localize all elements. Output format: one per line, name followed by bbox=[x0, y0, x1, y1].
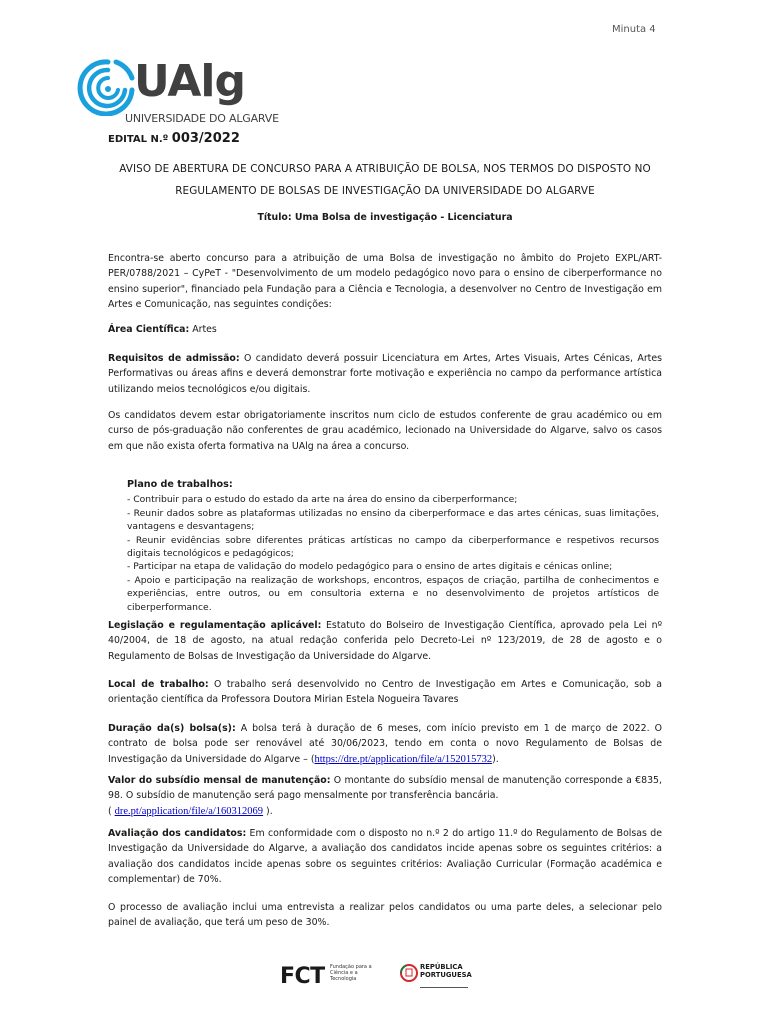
evaluation-paragraph bbox=[108, 826, 662, 887]
edital-label: EDITAL N.º bbox=[108, 134, 169, 145]
allowance-label: Valor do subsídio mensal de manutenção: bbox=[108, 775, 331, 786]
ualg-logo bbox=[76, 56, 306, 130]
logo-wordmark: UAlg bbox=[134, 56, 246, 107]
workplace-label: Local de trabalho: bbox=[108, 679, 209, 690]
republic-line-1: REPÚBLICA bbox=[420, 963, 463, 971]
scientific-area-value: Artes bbox=[189, 324, 217, 335]
work-plan-item: - Participar na etapa de validação do modelo pedagógico para o ensino de artes digitais e cénicas online; bbox=[127, 561, 613, 573]
work-plan-item: - Apoio e participação na realização de workshops, encontros, espaços de criação, partilha de conhecimentos e experiências, entre outros, ou em consultoria externa e no desenvolvimento de projetos artísticos de ciberperformance. bbox=[127, 574, 659, 613]
requirements-label: Requisitos de admissão: bbox=[108, 353, 240, 364]
duration-label: Duração da(s) bolsa(s): bbox=[108, 723, 236, 734]
allowance-pre: ( bbox=[108, 805, 115, 817]
republic-line-2: PORTUGUESA bbox=[420, 970, 472, 979]
duration-paragraph bbox=[108, 721, 662, 767]
duration-tail: ). bbox=[492, 753, 499, 765]
draft-label: Minuta 4 bbox=[612, 24, 656, 35]
work-plan-label: Plano de trabalhos: bbox=[127, 479, 233, 490]
work-plan-item: - Reunir dados sobre as plataformas utilizadas no ensino da ciberperformace e das artes cénicas, suas limitações, vantagens e desvantagens; bbox=[127, 507, 659, 533]
edital-value: 003/2022 bbox=[171, 131, 240, 146]
allowance-link[interactable]: dre.pt/application/file/a/160312069 bbox=[114, 805, 264, 817]
grant-title: Título: Uma Bolsa de investigação - Licenciatura bbox=[257, 212, 513, 223]
work-plan-item: - Reunir evidências sobre diferentes práticas artísticas no campo da ciberperformance e respetivos recursos digitais tecnológicos e pedagógicos; bbox=[127, 534, 659, 560]
fct-subtitle: Fundação para a Ciência e a Tecnologia bbox=[330, 964, 372, 982]
ualg-swirl-icon bbox=[76, 56, 136, 116]
duration-link[interactable]: https://dre.pt/application/file/a/152015732 bbox=[314, 753, 493, 765]
scientific-area-label: Área Científica: bbox=[108, 324, 190, 335]
intro-paragraph: Encontra-se aberto concurso para a atribuição de uma Bolsa de investigação no âmbito do Projeto EXPL/ART-PER/0788/2021 – CyPeT - "Desenvolvimento de um modelo pedagógico novo para o ensino de ciberperformance no ensino superior", financiado pela Fundação para a Ciência e Tecnologia, a desenvolver no Centro de Investigação em Artes e Comunicação, nas seguintes condições: bbox=[108, 253, 662, 310]
admission-requirements bbox=[108, 351, 662, 397]
notice-heading bbox=[108, 158, 662, 202]
evaluation-label: Avaliação dos candidatos: bbox=[108, 828, 247, 839]
edital-number bbox=[108, 131, 240, 146]
legislation-value: Estatuto do Bolseiro de Investigação Científica, aprovado pela Lei nº 40/2004, de 18 de agosto, na atual redação conferida pelo Decreto-Lei nº 123/2019, de 28 de agosto e o Regulamento de Bolsas de Investigação da Universidade do Algarve. bbox=[108, 620, 662, 662]
requirements-value: O candidato deverá possuir Licenciatura em Artes, Artes Visuais, Artes Cénicas, Artes Performativas ou áreas afins e deverá demonstrar forte motivação e experiência no campo da performance artística utilizando meios tecnológicos e/ou digitais. bbox=[108, 353, 662, 395]
scientific-area bbox=[108, 322, 662, 337]
legislation-label: Legislação e regulamentação aplicável: bbox=[108, 620, 322, 631]
workplace-value: O trabalho será desenvolvido no Centro de Investigação em Artes e Comunicação, sob a orientação científica da Professora Doutora Mirian Estela Nogueira Tavares bbox=[108, 679, 663, 706]
republic-emblem-icon bbox=[400, 962, 418, 984]
candidates-paragraph: Os candidatos devem estar obrigatoriamente inscritos num ciclo de estudos conferente de grau académico ou em curso de pós-graduação não conferentes de grau académico, lecionado na Universidade do Algarve, salvo os casos em que não exista oferta formativa na UAlg na área a concurso. bbox=[108, 410, 662, 452]
work-plan bbox=[127, 478, 659, 614]
republic-underline bbox=[420, 987, 468, 988]
logo-subtitle: UNIVERSIDADE DO ALGARVE bbox=[125, 112, 279, 125]
process-paragraph: O processo de avaliação inclui uma entrevista a realizar pelos candidatos ou uma parte deles, a selecionar pelo painel de avaliação, que terá um peso de 30%. bbox=[108, 902, 662, 929]
allowance-paragraph bbox=[108, 773, 662, 819]
legislation-paragraph bbox=[108, 618, 662, 664]
workplace-paragraph bbox=[108, 677, 662, 708]
work-plan-item: - Contribuir para o estudo do estado da arte na área do ensino da ciberperformance; bbox=[127, 494, 518, 506]
republic-wordmark bbox=[420, 964, 472, 979]
evaluation-value: Em conformidade com o disposto no n.º 2 do artigo 11.º do Regulamento de Bolsas de Investigação da Universidade do Algarve, a avaliação dos candidatos incide apenas sobre os seguintes critérios: a avaliação dos candidatos incide apenas sobre os seguintes critérios: Avaliação Curricular (Formação académica e complementar) de 70%. bbox=[108, 828, 662, 885]
allowance-tail: ). bbox=[263, 805, 273, 817]
heading-line-2: REGULAMENTO DE BOLSAS DE INVESTIGAÇÃO DA UNIVERSIDADE DO ALGARVE bbox=[175, 185, 595, 197]
heading-line-1: AVISO DE ABERTURA DE CONCURSO PARA A ATRIBUIÇÃO DE BOLSA, NOS TERMOS DO DISPOSTO NO bbox=[119, 163, 651, 175]
duration-value: A bolsa terá à duração de 6 meses, com início previsto em 1 de março de 2022. O contrato de bolsa pode ser renovável até 30/06/2023, tendo em conta o novo Regulamento de Bolsas de Investigação da Universidade do Algarve – ( bbox=[108, 723, 662, 765]
fct-logo: FCT bbox=[280, 964, 325, 989]
allowance-value: O montante do subsídio mensal de manutenção corresponde a €835, 98. O subsídio de manutenção será pago mensalmente por transferência bancária. bbox=[108, 775, 662, 802]
footer-logos bbox=[280, 960, 480, 1000]
